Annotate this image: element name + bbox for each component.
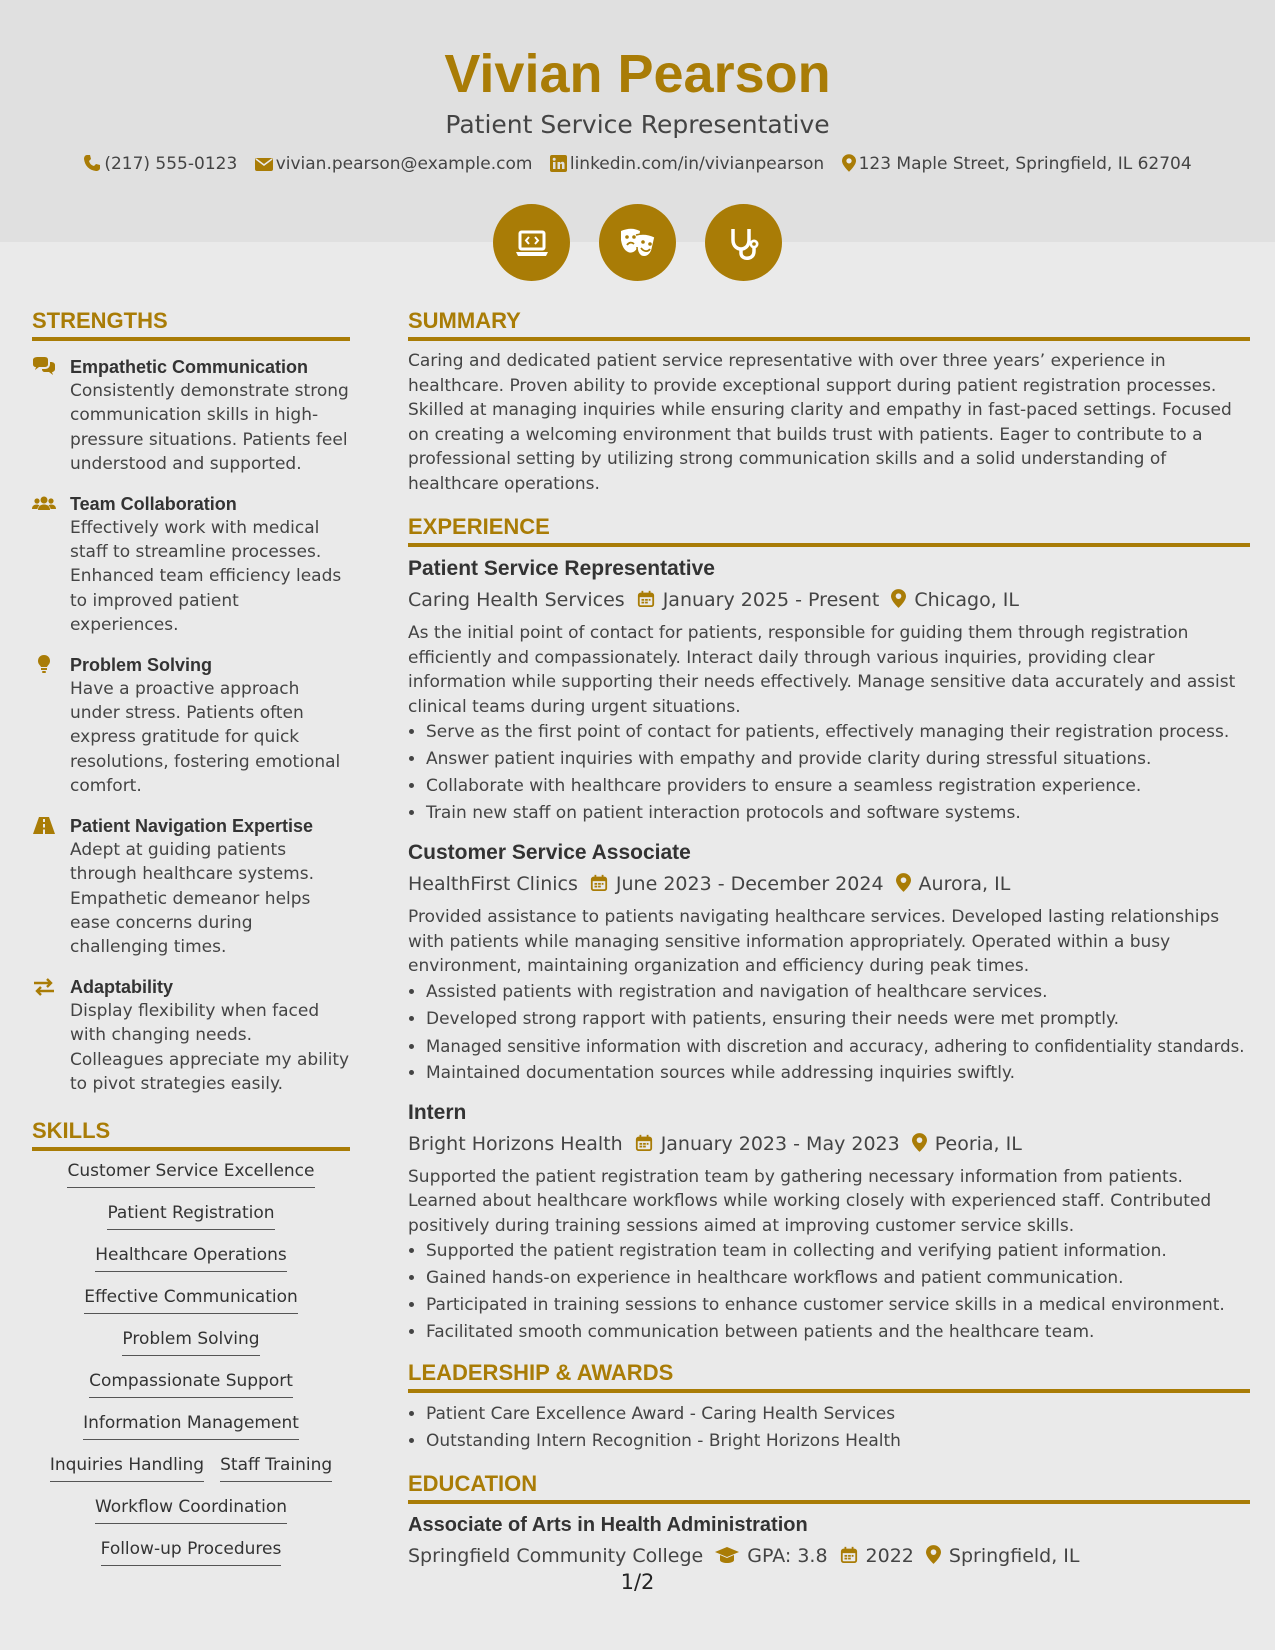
strength-name: Patient Navigation Expertise: [70, 815, 314, 836]
page-number: 1/2: [620, 1570, 655, 1594]
job-company: Caring Health Services: [408, 589, 625, 611]
job-meta: [408, 1129, 1250, 1159]
strength-desc: Have a proactive approach under stress. Patients often express gratitude for quick resolutions, fostering emotional comfort.: [70, 678, 341, 797]
job-description: As the initial point of contact for patients, responsible for guiding them through registration efficiently and compassionately. Interact daily through various inquiries, providing clear information while supporting their needs effectively. Manage sensitive data accurately and assist clinical teams during urgent situations.: [408, 623, 1236, 717]
map-marker-icon: [842, 154, 856, 172]
job-bullets: [408, 1238, 1250, 1346]
list-item: • Developed strong rapport with patients, ensuring their needs were met promptly.: [426, 1006, 1250, 1033]
education-meta: [408, 1541, 1250, 1571]
list-item: • Collaborate with healthcare providers to ensure a seamless registration experience.: [426, 773, 1250, 800]
school-name: Springfield Community College: [408, 1545, 704, 1567]
left-column: [32, 306, 350, 1579]
list-item: • Maintained documentation sources while addressing inquiries swiftly.: [426, 1060, 1250, 1087]
skill-tag: Follow-up Procedures: [101, 1537, 282, 1566]
skill-tag: Inquiries Handling: [50, 1453, 204, 1482]
calendar-icon: [590, 873, 608, 892]
strength-desc: Adept at guiding patients through healthcare systems. Empathetic demeanor helps ease concerns during challenging times.: [70, 839, 314, 958]
users-icon: [32, 494, 56, 514]
resume-header: [0, 0, 1275, 242]
graduation-cap-icon: [715, 1546, 739, 1564]
list-item: • Assisted patients with registration and navigation of healthcare services.: [426, 979, 1250, 1006]
linkedin-icon: [550, 155, 567, 172]
job-dates: June 2023 - December 2024: [615, 873, 884, 895]
strength-item: [32, 814, 350, 960]
job-title: Customer Service Associate: [408, 841, 691, 864]
linkedin-text: linkedin.com/in/vivianpearson: [569, 154, 825, 174]
job-location: Peoria, IL: [934, 1132, 1022, 1155]
job-title: Intern: [408, 1100, 467, 1124]
road-icon: [32, 816, 56, 836]
list-item: • Participated in training sessions to enhance customer service skills in a medical environment.: [426, 1292, 1250, 1319]
strength-name: Team Collaboration: [70, 493, 237, 514]
job-company: Bright Horizons Health: [408, 1132, 623, 1155]
contact-linkedin[interactable]: [550, 151, 824, 177]
skill-tag: Workflow Coordination: [95, 1495, 287, 1524]
badge-row: [0, 204, 1275, 281]
map-marker-icon: [926, 1545, 941, 1564]
awards-heading: LEADERSHIP & AWARDS: [408, 1358, 1250, 1393]
job-bullets: [408, 979, 1250, 1087]
skill-tag: Staff Training: [220, 1453, 332, 1482]
list-item: • Patient Care Excellence Award - Caring Health Services: [426, 1401, 1250, 1428]
job-bullets: [408, 719, 1250, 827]
list-item: • Outstanding Intern Recognition - Bright Horizons Health: [426, 1428, 1250, 1455]
graduation-year: 2022: [865, 1545, 914, 1567]
strength-name: Adaptability: [70, 976, 174, 997]
laptop-code-icon: [493, 204, 570, 281]
job-dates: January 2025 - Present: [662, 589, 880, 611]
job-title: Patient Service Representative: [408, 557, 715, 580]
skill-tag: Effective Communication: [84, 1285, 298, 1314]
strength-item: [32, 653, 350, 799]
map-marker-icon: [912, 1133, 927, 1152]
list-item: • Serve as the first point of contact for patients, effectively managing their registration process.: [426, 719, 1250, 746]
map-marker-icon: [891, 589, 906, 608]
phone-icon: [83, 154, 101, 172]
list-item: • Answer patient inquiries with empathy and provide clarity during stressful situations.: [426, 746, 1250, 773]
candidate-name: Vivian Pearson: [444, 44, 831, 104]
job-dates: January 2023 - May 2023: [660, 1132, 900, 1155]
skill-tag: Information Management: [83, 1411, 299, 1440]
job-company: HealthFirst Clinics: [408, 873, 578, 895]
skills-heading: SKILLS: [32, 1116, 350, 1151]
map-marker-icon: [896, 873, 911, 892]
strength-desc: Effectively work with medical staff to streamline processes. Enhanced team efficiency leads to improved patient experiences.: [70, 517, 342, 636]
contact-phone[interactable]: [83, 151, 237, 177]
list-item: • Gained hands-on experience in healthcare workflows and patient communication.: [426, 1265, 1250, 1292]
calendar-icon: [840, 1545, 858, 1564]
list-item: • Train new staff on patient interaction protocols and software systems.: [426, 800, 1250, 827]
job-location: Aurora, IL: [918, 873, 1011, 895]
email-text: vivian.pearson@example.com: [275, 154, 533, 174]
strength-name: Empathetic Communication: [70, 357, 309, 377]
theater-masks-icon: [599, 204, 676, 281]
list-item: • Supported the patient registration team in collecting and verifying patient information.: [426, 1238, 1250, 1265]
education-heading: EDUCATION: [408, 1469, 1250, 1504]
job-description: Supported the patient registration team by gathering necessary information from patients. Learned about healthcare workflows while working closely with experienced staff. Contributed positively during training sessions aimed at improving customer service skills.: [408, 1166, 1212, 1236]
gpa: GPA: 3.8: [747, 1545, 828, 1567]
job-location: Chicago, IL: [914, 589, 1019, 611]
comments-icon: [32, 357, 56, 377]
address-text: 123 Maple Street, Springfield, IL 62704: [858, 154, 1192, 174]
skill-tag: Healthcare Operations: [95, 1243, 287, 1272]
job-entry: [408, 839, 1250, 1087]
degree-title: Associate of Arts in Health Administration: [408, 1514, 808, 1536]
skills-list: [32, 1159, 350, 1566]
calendar-icon: [637, 589, 655, 608]
job-description: Provided assistance to patients navigating healthcare services. Developed lasting relationships with patients while managing sensitive information appropriately. Operated within a busy environment, maintaining organization and efficiency during peak times.: [408, 907, 1220, 976]
job-entry: [408, 555, 1250, 827]
skill-tag: Patient Registration: [107, 1201, 274, 1230]
right-column: [408, 306, 1250, 1577]
lightbulb-icon: [32, 655, 56, 675]
list-item: • Facilitated smooth communication between patients and the healthcare team.: [426, 1319, 1250, 1346]
stethoscope-icon: [705, 204, 782, 281]
strength-item: [32, 355, 350, 477]
strength-name: Problem Solving: [70, 654, 213, 675]
skill-tag: Customer Service Excellence: [67, 1159, 314, 1188]
skill-tag: Compassionate Support: [89, 1369, 293, 1398]
list-item: • Managed sensitive information with discretion and accuracy, adhering to confidentiality standards.: [426, 1033, 1250, 1060]
job-meta: [408, 869, 1250, 899]
exchange-icon: [32, 977, 56, 997]
summary-heading: SUMMARY: [408, 306, 1250, 341]
strength-desc: Consistently demonstrate strong communication skills in high-pressure situations. Patients feel understood and supported.: [70, 381, 349, 475]
summary-text: Caring and dedicated patient service representative with over three years’ experience in healthcare. Proven ability to provide exceptional support during patient registration processes. Skilled at managing inquiries while ensuring clarity and empathy in fast-paced settings. Focused on creating a welcoming environment that builds trust with patients. Eager to contribute to a professional setting by utilizing strong communication skills and a solid understanding of healthcare operations.: [408, 351, 1232, 494]
strength-item: [32, 975, 350, 1097]
experience-heading: EXPERIENCE: [408, 512, 1250, 547]
contact-email[interactable]: [255, 151, 533, 177]
skill-tag: Problem Solving: [122, 1327, 259, 1356]
strength-item: [32, 492, 350, 638]
phone-text: (217) 555-0123: [104, 154, 238, 174]
awards-list: [408, 1401, 1250, 1455]
strengths-heading: STRENGTHS: [32, 306, 350, 341]
envelope-icon: [255, 156, 273, 172]
calendar-icon: [635, 1133, 653, 1152]
contact-bar: [0, 151, 1275, 177]
job-meta: [408, 585, 1250, 615]
candidate-title: Patient Service Representative: [445, 110, 830, 139]
contact-address: [842, 151, 1192, 177]
strength-desc: Display flexibility when faced with changing needs. Colleagues appreciate my ability to pivot strategies easily.: [70, 1000, 350, 1094]
education-location: Springfield, IL: [948, 1545, 1080, 1567]
job-entry: [408, 1099, 1250, 1347]
